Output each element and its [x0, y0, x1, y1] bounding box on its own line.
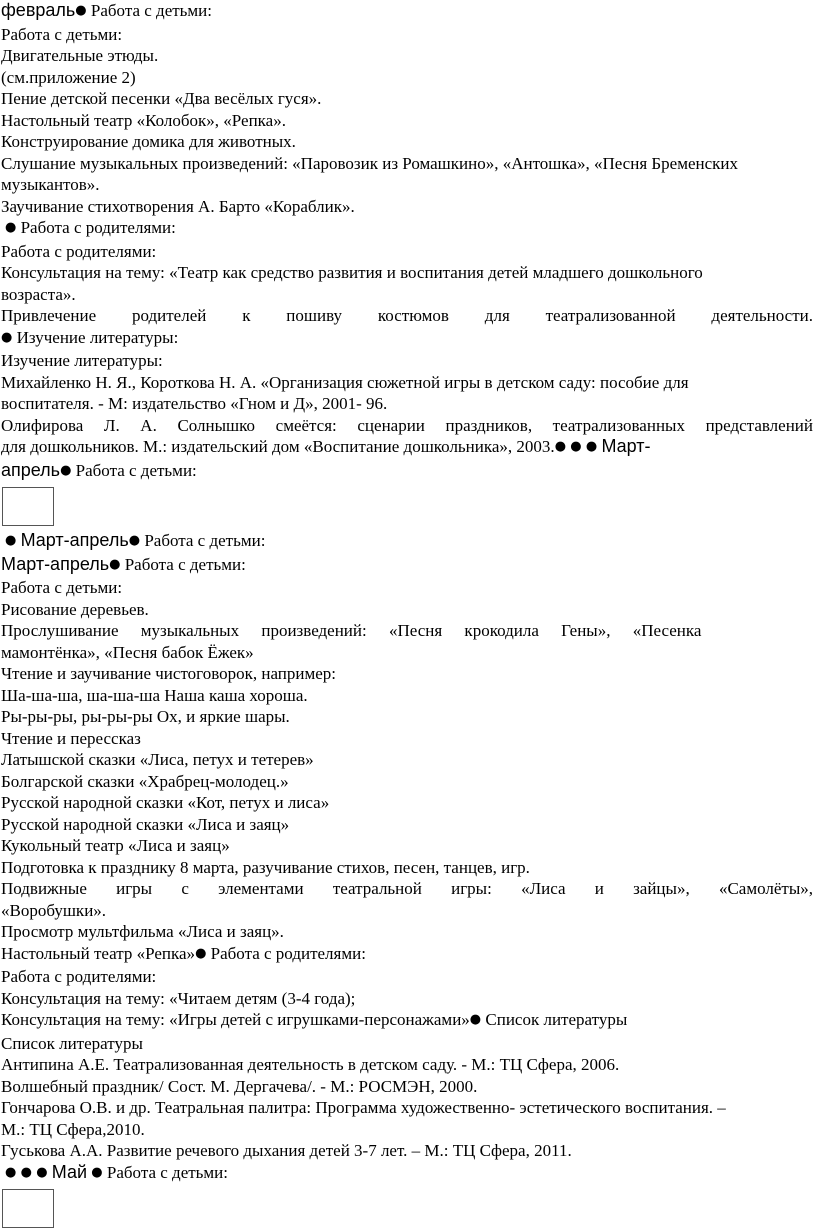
- list-item: Консультация на тему: «Театр как средство развития и воспитания детей младшего дошкольного: [1, 263, 703, 282]
- list-item: Просмотр мультфильма «Лиса и заяц».: [1, 922, 284, 941]
- march-heading-line: [1, 460, 813, 484]
- list-item: Пение детской песенки «Два весёлых гуся».: [1, 89, 322, 108]
- section-heading: Работа с детьми:: [1, 24, 123, 44]
- section-heading: Работа с детьми:: [90, 1, 212, 20]
- list-item: Настольный театр «Репка»: [1, 943, 196, 963]
- literature-item-line: [1, 436, 813, 460]
- list-item: (см.приложение 2): [1, 67, 136, 87]
- list-item: Настольный театр «Колобок», «Репка».: [1, 110, 286, 130]
- section-heading: Работа с детьми:: [1, 578, 123, 597]
- literature-item: М.: ТЦ Сфера,2010.: [1, 1119, 145, 1139]
- parents-heading-line: [1, 943, 813, 967]
- list-item: Ры-ры-ры, ры-ры-ры Ох, и яркие шары.: [1, 707, 290, 726]
- bullet-icon: ●: [554, 439, 567, 454]
- bullet-icon: ●: [128, 533, 141, 548]
- bullet-icon: ●: [5, 533, 17, 548]
- list-item: Подготовка к празднику 8 марта, разучивание стихов, песен, танцев, игр.: [1, 857, 530, 877]
- section-heading: Работа с родителями:: [1, 241, 157, 261]
- list-item: Кукольный театр «Лиса и заяц»: [1, 836, 230, 855]
- feb-heading-line: [1, 0, 813, 24]
- literature-item: для дошкольников. М.: издательский дом «Воспитание дошкольника», 2003.: [1, 437, 555, 456]
- section-heading: Работа с детьми:: [144, 531, 266, 550]
- literature-item: Олифирова Л. А. Солнышко смеётся: сценарии праздников, театрализованных представлений: [1, 415, 813, 435]
- bullet-icon: ●: [5, 1164, 17, 1180]
- literature-item: Гуськова А.А. Развитие речевого дыхания детей 3-7 лет. – М.: ТЦ Сфера, 2011.: [1, 1141, 572, 1160]
- literature-heading-line: [1, 1009, 813, 1033]
- list-item: Чтение и заучивание чистоговорок, например:: [1, 664, 337, 683]
- bullet-icon: ●: [469, 1012, 482, 1027]
- list-item: возраста».: [1, 284, 76, 304]
- image-placeholder: [2, 1189, 54, 1228]
- march-heading-line: [1, 530, 813, 554]
- literature-item: Михайленко Н. Я., Короткова Н. А. «Организация сюжетной игры в детском саду: пособие для: [1, 372, 689, 392]
- list-item: Подвижные игры с элементами театральной игры: «Лиса и зайцы», «Самолёты»,: [1, 879, 813, 898]
- month-title-march-april: Март-апрель: [20, 530, 129, 550]
- list-item: Заучивание стихотворения А. Барто «Кораблик».: [1, 196, 355, 216]
- month-title-feb: февраль: [1, 0, 76, 20]
- image-placeholder: [2, 487, 54, 526]
- bullet-icon: ●: [36, 1164, 48, 1180]
- section-heading: Работа с детьми:: [75, 460, 197, 480]
- bullet-icon: ●: [109, 556, 121, 572]
- section-heading: Изучение литературы:: [16, 327, 179, 347]
- section-heading: Работа с родителями:: [20, 218, 176, 237]
- list-item: Рисование деревьев.: [1, 599, 149, 619]
- parents-heading-line: [1, 217, 813, 241]
- list-item: Ша-ша-ша, ша-ша-ша Наша каша хороша.: [1, 685, 308, 705]
- list-item: Привлечение родителей к пошиву костюмов для театрализованной деятельности.: [1, 306, 813, 325]
- list-item: Русской народной сказки «Кот, петух и лиса»: [1, 793, 330, 812]
- bullet-icon: ●: [570, 439, 582, 454]
- list-item: Прослушивание музыкальных произведений: «Песня крокодила Гены», «Песенка: [1, 621, 702, 640]
- list-item: Конструирование домика для животных.: [1, 132, 296, 151]
- bullet-icon: ●: [585, 439, 598, 454]
- list-item: Двигательные этюды.: [1, 46, 159, 65]
- section-heading: Работа с детьми:: [124, 554, 246, 574]
- literature-heading-line: [1, 327, 813, 351]
- bullet-icon: ●: [1, 329, 13, 345]
- list-item: Русской народной сказки «Лиса и заяц»: [1, 814, 290, 834]
- section-heading: Работа с родителями:: [1, 967, 157, 986]
- list-item: Чтение и перессказ: [1, 728, 141, 748]
- march-heading-line: [1, 554, 813, 578]
- list-item: Слушание музыкальных произведений: «Паровозик из Ромашкино», «Антошка», «Песня Бременских: [1, 153, 739, 173]
- bullet-icon: ●: [91, 1164, 103, 1180]
- section-heading: Список литературы: [485, 1010, 628, 1029]
- list-item: «Воробушки».: [1, 900, 107, 920]
- document-page: [1, 0, 813, 1232]
- list-item: Латышской сказки «Лиса, петух и тетерев»: [1, 750, 314, 769]
- list-item: Болгарской сказки «Храбрец-молодец.»: [1, 771, 289, 791]
- list-item: Консультация на тему: «Игры детей с игрушками-персонажами»: [1, 1010, 470, 1029]
- month-title-may: Май: [51, 1161, 88, 1182]
- literature-item: Волшебный праздник/ Сост. М. Дергачева/. - М.: РОСМЭН, 2000.: [1, 1076, 478, 1096]
- may-heading-line: [1, 1162, 813, 1186]
- bullet-icon: ●: [75, 3, 87, 18]
- section-heading: Список литературы: [1, 1033, 143, 1053]
- month-title-april: апрель: [1, 459, 61, 480]
- month-title-march-april: Март-апрель: [1, 553, 110, 574]
- section-heading: Работа с детьми:: [106, 1162, 228, 1182]
- literature-item: Антипина А.Е. Театрализованная деятельность в детском саду. - М.: ТЦ Сфера, 2006.: [1, 1055, 620, 1074]
- list-item: мамонтёнка», «Песня бабок Ёжек»: [1, 642, 254, 662]
- literature-item: воспитателя. - М: издательство «Гном и Д», 2001- 96.: [1, 394, 388, 413]
- bullet-icon: ●: [5, 220, 17, 235]
- month-title-march: Март-: [601, 436, 651, 456]
- bullet-icon: ●: [195, 945, 207, 961]
- bullet-icon: ●: [60, 462, 72, 478]
- literature-item: Гончарова О.В. и др. Театральная палитра: Программа художественно- эстетического воспитания. –: [1, 1098, 726, 1117]
- list-item: Консультация на тему: «Читаем детям (3-4 года);: [1, 988, 356, 1008]
- section-heading: Работа с родителями:: [210, 943, 366, 963]
- bullet-icon: ●: [20, 1164, 32, 1180]
- section-heading: Изучение литературы:: [1, 351, 163, 370]
- list-item: музыкантов».: [1, 175, 100, 194]
